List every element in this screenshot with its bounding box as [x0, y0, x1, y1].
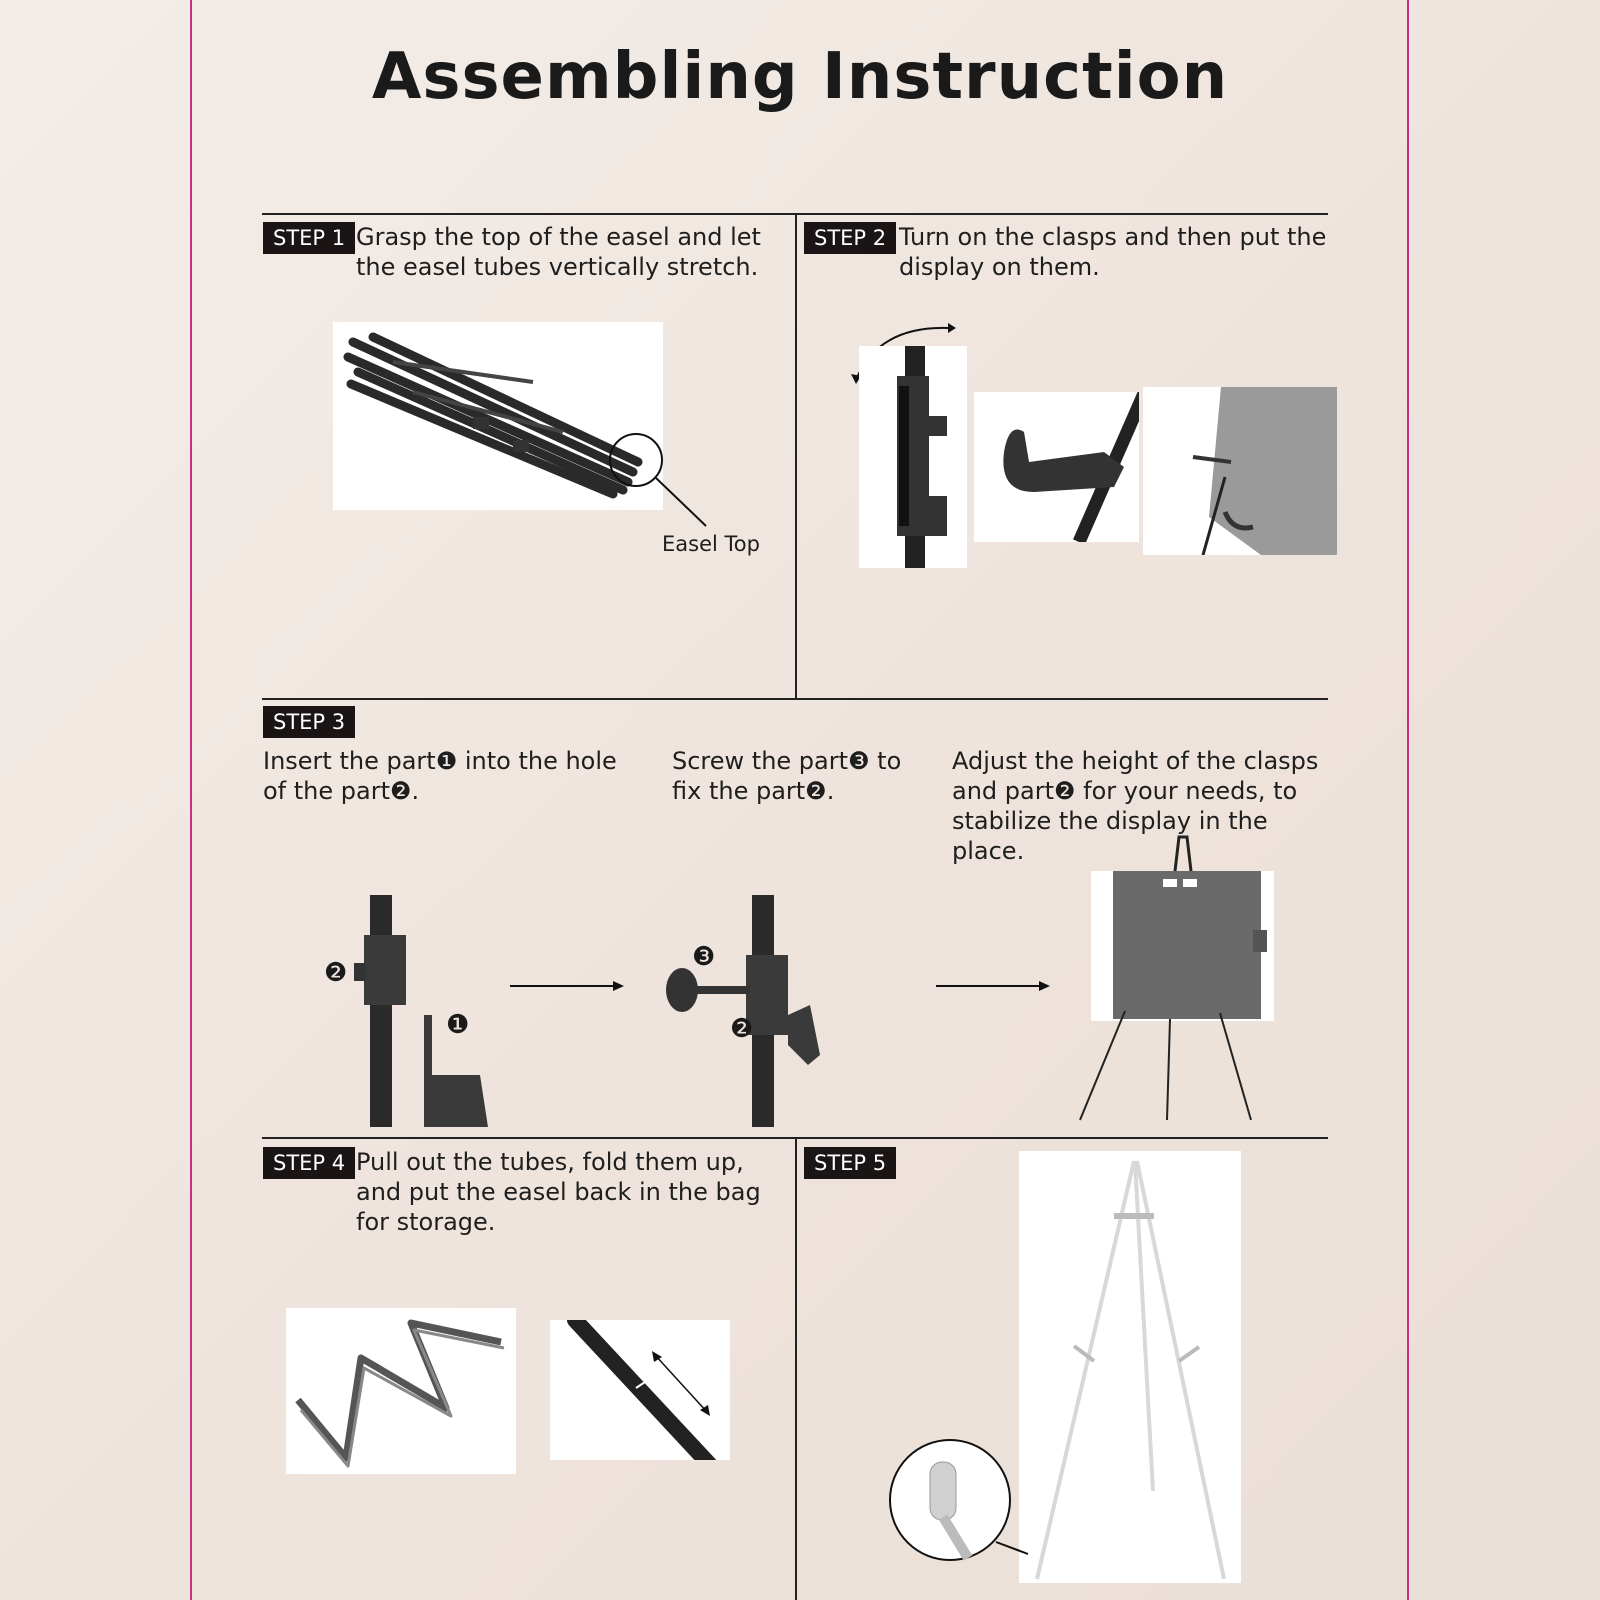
step-2-badge: STEP 2	[804, 222, 896, 254]
clasp-open-photo	[974, 392, 1139, 542]
divider-vertical-upper	[795, 213, 797, 699]
tube-pullout-photo	[550, 1320, 730, 1460]
white-easel-photo	[1019, 1151, 1241, 1583]
step-4-text: Pull out the tubes, fold them up, and put the easel back in the bag for storage.	[356, 1148, 761, 1236]
step-1-text: Grasp the top of the easel and let the easel tubes vertically stretch.	[356, 223, 761, 281]
arrow-1-icon	[510, 980, 625, 992]
divider-middle	[262, 698, 1328, 700]
step-1-badge: STEP 1	[263, 222, 355, 254]
step-5-badge: STEP 5	[804, 1147, 896, 1179]
easel-top-callout	[606, 428, 716, 528]
marker-3: ❸	[692, 942, 716, 972]
right-border	[1407, 0, 1409, 1600]
insert-part-illustration	[320, 895, 500, 1127]
foot-cap-callout	[888, 1432, 1038, 1562]
folded-tubes-photo	[286, 1308, 516, 1474]
step-3-text-adjust: Adjust the height of the clasps and part❷ for your needs, to stabilize the display in the place.	[952, 747, 1319, 865]
page-title: Assembling Instruction	[371, 40, 1229, 114]
easel-with-display-illustration	[1075, 835, 1275, 1125]
marker-1: ❶	[446, 1010, 470, 1040]
arrow-2-icon	[936, 980, 1051, 992]
left-border	[190, 0, 192, 1600]
marker-2b: ❷	[730, 1014, 754, 1044]
step-2-text: Turn on the clasps and then put the display on them.	[899, 223, 1327, 281]
clasp-closeup-photo	[859, 346, 967, 568]
step-3-text-insert: Insert the part❶ into the hole of the part❷.	[263, 747, 617, 805]
step-3-badge: STEP 3	[263, 706, 355, 738]
screw-part-illustration	[660, 895, 860, 1127]
easel-top-label: Easel Top	[662, 532, 760, 556]
divider-vertical-lower	[795, 1137, 797, 1600]
step-4-badge: STEP 4	[263, 1147, 355, 1179]
step-3-text-screw: Screw the part❸ to fix the part❷.	[672, 747, 902, 805]
marker-2a: ❷	[324, 958, 348, 988]
display-on-clasp-photo	[1143, 387, 1337, 555]
